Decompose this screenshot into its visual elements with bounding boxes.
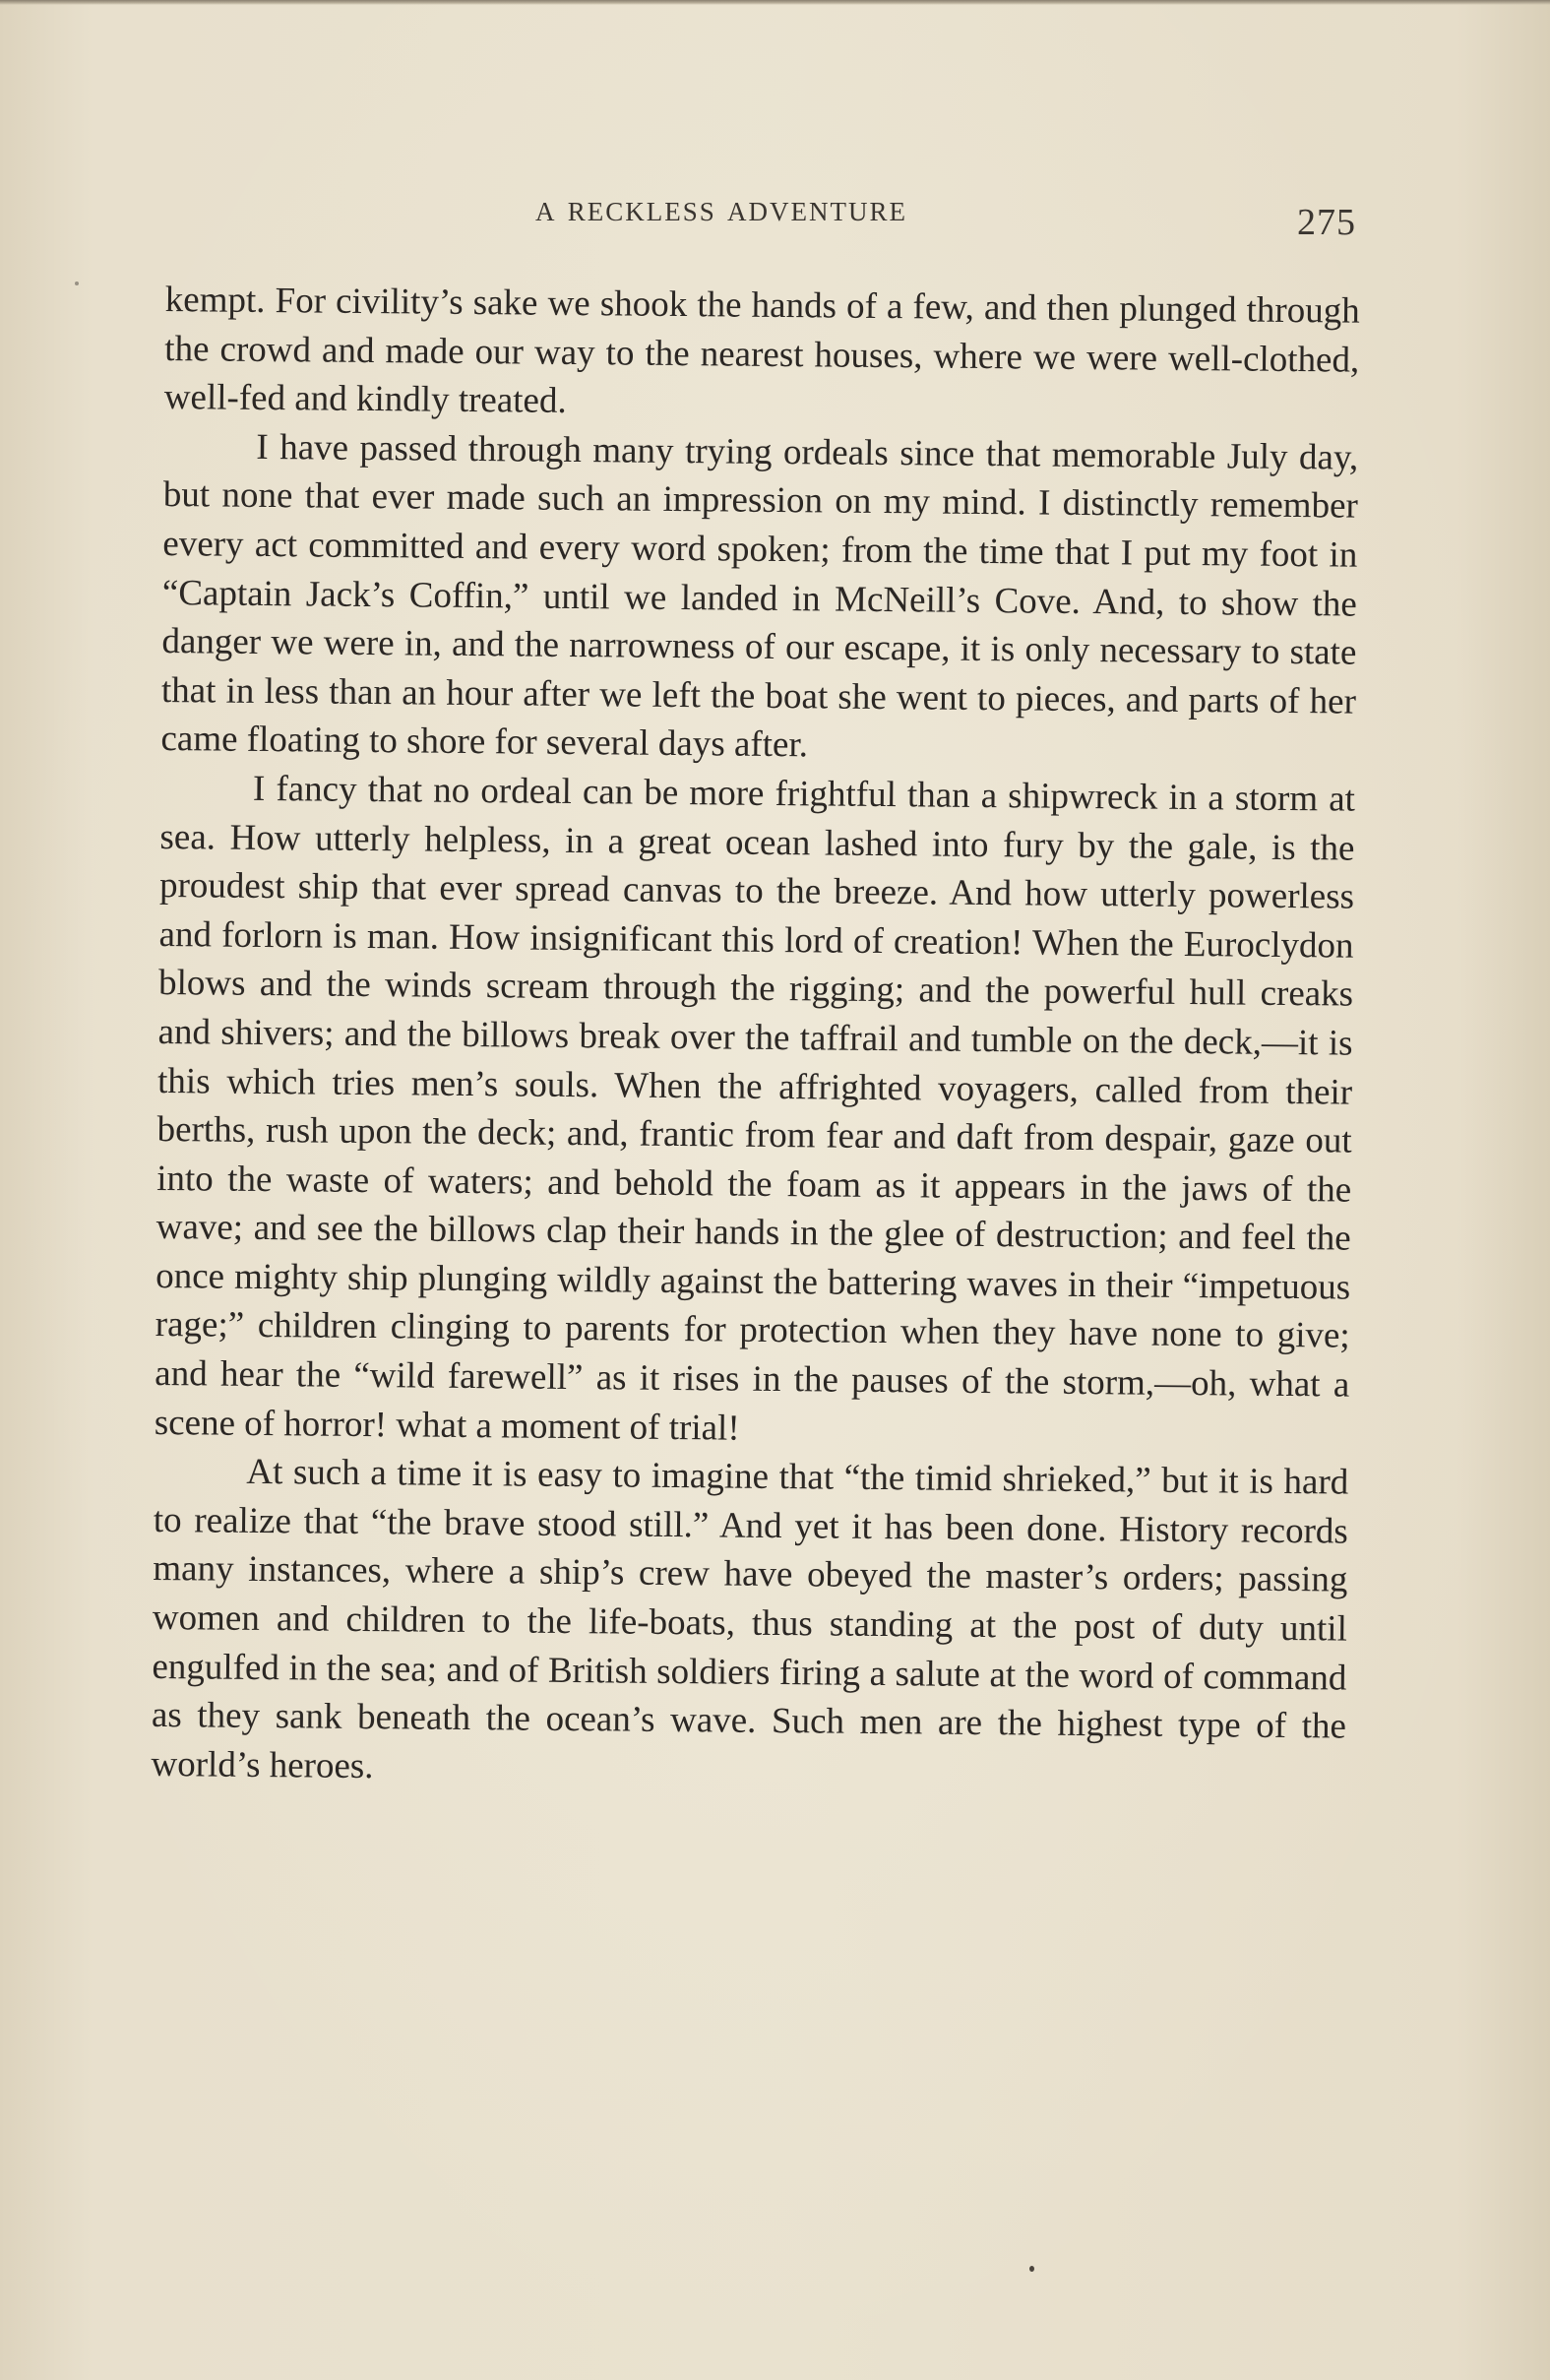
paragraph: I have passed through many trying ordeals since that memorable July day, but none that ever made such an impression on my mind. I distinctly remember every act committed and every word spoken; from the time that I put my foot in “Captain Jack’s Coffin,” until we landed in McNeill’s Cove. And, to show the danger we were in, and the narrowness of our escape, it is only necessary to state that in less than an hour after we left the boat she went to pieces, and parts of her came floating to shore for several days after. [160,426,1359,766]
paragraph: I fancy that no ordeal can be more frightful than a shipwreck in a storm at sea. How utterly helpless, in a great ocean lashed into fury by the gale, is the proudest ship that ever spread canvas to the breeze. And how utterly powerless and forlorn is man. How insignificant this lord of creation! When the Euroclydon blows and the winds scream through the rigging; and the powerful hull creaks and shivers; and the billows break over the taffrail and tumble on the deck,—it is this which tries men’s souls. When the affrighted voyagers, called from their berths, rush upon the deck; and, frantic from fear and daft from despair, gaze out into the waste of waters; and behold the foam as it appears in the jaws of the wave; and see the billows clap their hands in the glee of destruction; and feel the once mighty ship plunging wildly against the battering waves in their “impetuous rage;” children clinging to parents for protection when they have none to give; and hear the “wild farewell” as it rises in the pauses of the storm,—oh, what a scene of horror! what a moment of trial! [154,768,1356,1449]
page-number: 275 [1297,202,1356,243]
page-top-edge [0,0,1550,5]
paragraph: At such a time it is easy to imagine that “the timid shrieked,” but it is hard to realize that “the brave stood still.” And yet it has been done. History records many instances, where a ship’s crew have obeyed the master’s orders; passing women and children to the life-boats, thus standing at the post of duty until engulfed in the sea; and of British soldiers firing a salute at the word of command as they sank beneath the ocean’s wave. Such men are the highest type of the world’s heroes. [151,1452,1349,1786]
running-head: A RECKLESS ADVENTURE [535,197,908,226]
paragraph-continued: kempt. For civility’s sake we shook the hands of a few, and then plunged through the crowd and made our way to the nearest houses, where we were well-clothed, well-fed and kindly treated. [163,279,1360,422]
body-text [151,276,1360,1800]
ink-speck [1029,2266,1034,2272]
ink-speck [75,282,79,285]
